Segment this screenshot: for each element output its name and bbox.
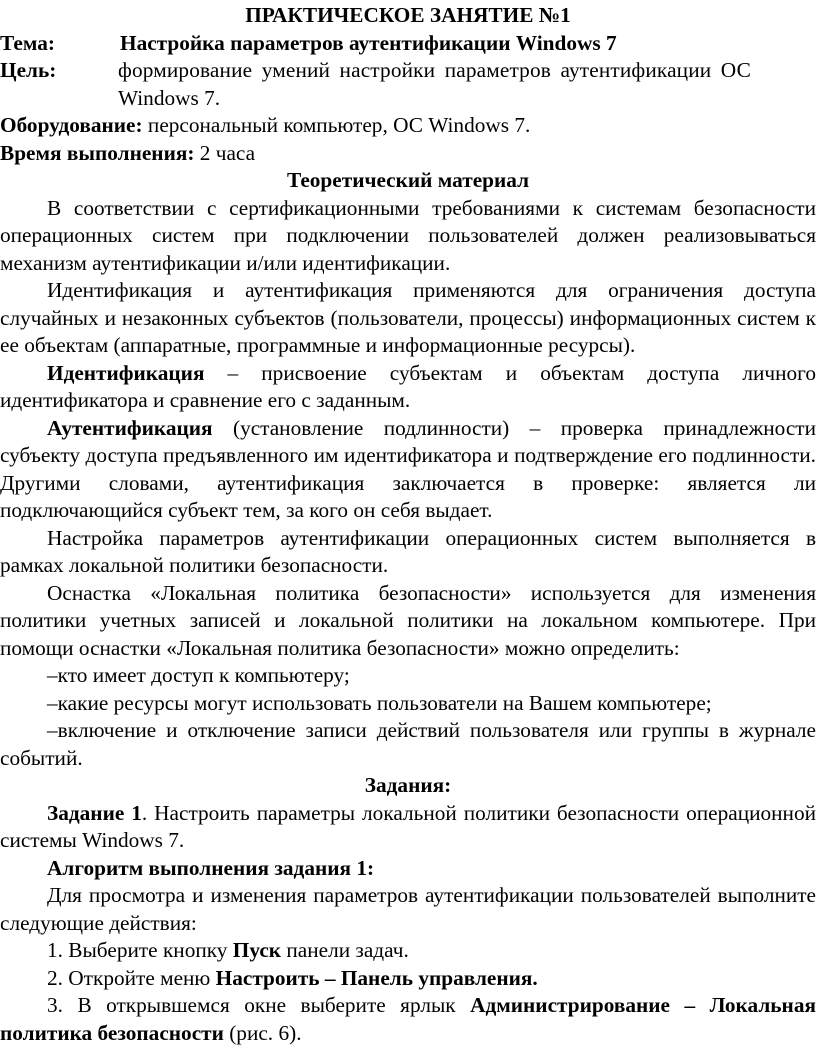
- step-1-suffix: панели задач.: [281, 938, 409, 962]
- document-page: [0, 2, 816, 1047]
- step-3: [0, 992, 816, 1047]
- bullet-text: какие ресурсы могут использовать пользователи на Вашем компьютере;: [57, 690, 712, 715]
- authentication-definition: (установление подлинности) – проверка принадлежности субъекту доступа предъявленного им идентификатора и подтверждение его подлинности. Другими словами, аутентификация заключается в проверке: является ли подключающийся субъект тем, за кого он себя выдает.: [0, 415, 816, 522]
- step-2-bold: Настроить – Панель управления.: [215, 965, 538, 990]
- page-title: ПРАКТИЧЕСКОЕ ЗАНЯТИЕ №1: [245, 3, 571, 27]
- theory-heading: Теоретический материал: [286, 168, 530, 192]
- theory-paragraph-1: В соответствии с сертификационными требованиями к системам безопасности операционных систем при подключении пользователей должен реализовываться механизм аутентификации и/или идентификации.: [0, 195, 816, 275]
- step-1-prefix: 1. Выберите кнопку: [47, 938, 233, 962]
- topic-label: Тема:: [0, 30, 55, 55]
- time-label: Время выполнения:: [0, 140, 195, 165]
- bullet-item: [0, 662, 816, 690]
- bullet-text: кто имеет доступ к компьютеру;: [57, 663, 350, 687]
- goal-label: Цель:: [0, 58, 57, 82]
- dash-marker: –: [47, 718, 58, 742]
- step-3-bold: Администрирование – Локальная политика безопасности: [0, 993, 816, 1045]
- algorithm-heading: Алгоритм выполнения задания 1:: [47, 855, 375, 880]
- step-3-prefix: 3. В открывшемся окне выберите ярлык: [47, 993, 471, 1017]
- step-3-suffix: (рис. 6).: [223, 1020, 302, 1045]
- topic-value: Настройка параметров аутентификации Windows 7: [120, 30, 617, 55]
- equipment-label: Оборудование:: [0, 113, 143, 137]
- theory-paragraph-3: [0, 360, 816, 415]
- dash-marker: –: [47, 690, 58, 715]
- goal-value-line2: Windows 7.: [118, 85, 221, 110]
- theory-paragraph-2: Идентификация и аутентификация применяются для ограничения доступа случайных и незаконных субъектов (пользователи, процессы) информационных систем к ее объектам (аппаратные, программные и информационные ресурсы).: [0, 278, 816, 357]
- equipment-row: [0, 112, 816, 140]
- step-1: [0, 937, 816, 965]
- goal-value: [118, 57, 816, 112]
- bullet-item: [0, 690, 816, 718]
- goal-value-line1: формирование умений настройки параметров аутентификации ОС: [118, 58, 751, 82]
- goal-row: [0, 57, 816, 112]
- dash-marker: –: [47, 663, 58, 687]
- task-1-paragraph: [0, 800, 816, 855]
- theory-paragraph-6: Оснастка «Локальная политика безопасности» используется для изменения политики учетных записей и локальной политики на локальном компьютере. При помощи оснастки «Локальная политика безопасности» можно определить:: [0, 580, 816, 660]
- theory-paragraph-5: Настройка параметров аутентификации операционных систем выполняется в рамках локальной политики безопасности.: [0, 525, 816, 577]
- step-2-prefix: 2. Откройте меню: [47, 965, 216, 990]
- equipment-value: персональный компьютер, ОС Windows 7.: [142, 113, 531, 137]
- step-2: [0, 965, 816, 993]
- algorithm-intro: Для просмотра и изменения параметров аутентификации пользователей выполните следующие действия:: [0, 883, 816, 935]
- theory-paragraph-4: [0, 415, 816, 525]
- identification-definition: – присвоение субъектам и объектам доступа личного идентификатора и сравнение его с заданным.: [0, 360, 816, 412]
- step-1-bold: Пуск: [232, 938, 282, 962]
- task-1-label: Задание 1: [47, 800, 142, 825]
- identification-term: Идентификация: [47, 360, 205, 385]
- time-value: 2 часа: [194, 140, 256, 165]
- authentication-term: Аутентификация: [47, 415, 213, 440]
- tasks-heading: Задания:: [364, 773, 452, 797]
- topic-row: [0, 30, 816, 58]
- time-row: [0, 140, 816, 168]
- bullet-item: [0, 717, 816, 772]
- bullet-text: включение и отключение записи действий пользователя или группы в журнале событий.: [0, 718, 816, 770]
- task-1-text: . Настроить параметры локальной политики безопасности операционной системы Windows 7.: [0, 800, 816, 852]
